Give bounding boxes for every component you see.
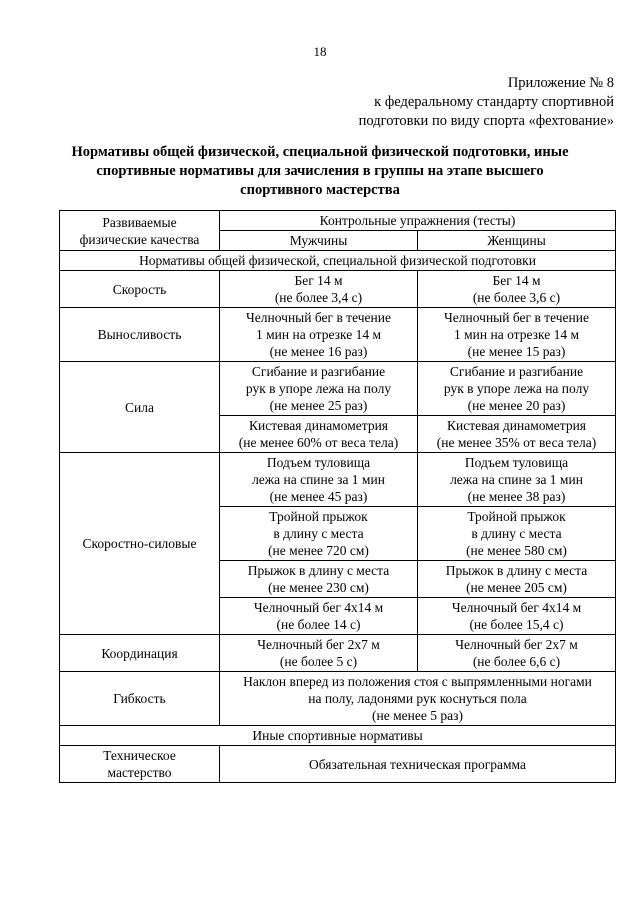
appendix-header (294, 74, 614, 131)
quality-technical: Техническое мастерство (60, 746, 220, 783)
speed-strength-triple-jump-men: Тройной прыжок в длину с места (не менее 720 см) (220, 507, 418, 561)
header-men: Мужчины (220, 231, 418, 251)
title-line-3: спортивного мастерства (240, 182, 400, 198)
quality-endurance: Выносливость (60, 308, 220, 362)
header-tests: Контрольные упражнения (тесты) (220, 211, 616, 231)
quality-speed: Скорость (60, 271, 220, 308)
quality-strength: Сила (60, 362, 220, 453)
endurance-men: Челночный бег в течение 1 мин на отрезке 14 м (не менее 16 раз) (220, 308, 418, 362)
document-title (70, 143, 570, 200)
strength-pushups-men: Сгибание и разгибание рук в упоре лежа на полу (не менее 25 раз) (220, 362, 418, 416)
title-line-2: спортивные нормативы для зачисления в группы на этапе высшего (96, 163, 544, 179)
table-row-speed (60, 271, 616, 308)
table-row-strength-1 (60, 362, 616, 416)
speed-strength-long-jump-women: Прыжок в длину с места (не менее 205 см) (418, 561, 616, 598)
speed-strength-triple-jump-women: Тройной прыжок в длину с места (не менее 580 см) (418, 507, 616, 561)
strength-dynamometry-men: Кистевая динамометрия (не менее 60% от веса тела) (220, 416, 418, 453)
page-number: 18 (313, 44, 327, 59)
section-general: Нормативы общей физической, специальной физической подготовки (60, 251, 616, 271)
endurance-women: Челночный бег в течение 1 мин на отрезке 14 м (не менее 15 раз) (418, 308, 616, 362)
technical-both: Обязательная техническая программа (220, 746, 616, 783)
title-line-1: Нормативы общей физической, специальной физической подготовки, иные (71, 144, 569, 160)
appendix-line-2: к федеральному стандарту спортивной (374, 94, 614, 110)
coordination-men: Челночный бег 2х7 м (не более 5 с) (220, 635, 418, 672)
section-row-general (60, 251, 616, 271)
table-row-endurance (60, 308, 616, 362)
table-row-technical (60, 746, 616, 783)
table-row-flexibility (60, 672, 616, 726)
table-row-speed-strength-1 (60, 453, 616, 507)
flexibility-both: Наклон вперед из положения стоя с выпрямленными ногами на полу, ладонями рук коснуться пола (не менее 5 раз) (220, 672, 616, 726)
speed-strength-long-jump-men: Прыжок в длину с места (не менее 230 см) (220, 561, 418, 598)
strength-pushups-women: Сгибание и разгибание рук в упоре лежа на полу (не менее 20 раз) (418, 362, 616, 416)
section-row-other (60, 726, 616, 746)
speed-strength-shuttle-men: Челночный бег 4х14 м (не более 14 с) (220, 598, 418, 635)
speed-strength-situps-men: Подъем туловища лежа на спине за 1 мин (не менее 45 раз) (220, 453, 418, 507)
appendix-line-1: Приложение № 8 (507, 75, 614, 91)
appendix-line-3: подготовки по виду спорта «фехтование» (358, 113, 614, 129)
quality-speed-strength: Скоростно-силовые (60, 453, 220, 635)
table-row-coordination (60, 635, 616, 672)
table-header-row (60, 211, 616, 231)
header-qualities: Развиваемые физические качества (60, 211, 220, 251)
quality-flexibility: Гибкость (60, 672, 220, 726)
strength-dynamometry-women: Кистевая динамометрия (не менее 35% от веса тела) (418, 416, 616, 453)
speed-strength-situps-women: Подъем туловища лежа на спине за 1 мин (не менее 38 раз) (418, 453, 616, 507)
quality-coordination: Координация (60, 635, 220, 672)
norms-table (59, 210, 616, 783)
speed-men: Бег 14 м (не более 3,4 с) (220, 271, 418, 308)
speed-strength-shuttle-women: Челночный бег 4х14 м (не более 15,4 с) (418, 598, 616, 635)
speed-women: Бег 14 м (не более 3,6 с) (418, 271, 616, 308)
coordination-women: Челночный бег 2х7 м (не более 6,6 с) (418, 635, 616, 672)
section-other: Иные спортивные нормативы (60, 726, 616, 746)
header-women: Женщины (418, 231, 616, 251)
